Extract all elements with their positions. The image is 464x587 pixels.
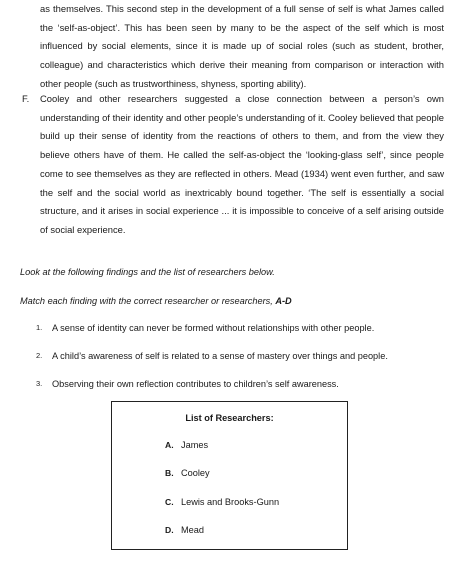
researcher-option bbox=[165, 439, 208, 451]
option-name: Mead bbox=[181, 525, 204, 535]
researchers-list-title: List of Researchers: bbox=[185, 413, 274, 423]
instruction-line-2 bbox=[20, 295, 292, 307]
researcher-option bbox=[165, 467, 210, 479]
question-number: 3. bbox=[36, 379, 43, 388]
question-number: 2. bbox=[36, 351, 43, 360]
option-name: Cooley bbox=[181, 468, 210, 478]
paragraph-f-letter: F. bbox=[22, 93, 30, 104]
option-letter: C. bbox=[165, 497, 174, 507]
researcher-option bbox=[165, 496, 279, 508]
option-letter: D. bbox=[165, 525, 174, 535]
instruction-range: A-D bbox=[275, 296, 292, 306]
researchers-list-box bbox=[111, 401, 348, 550]
passage-paragraph-f: Cooley and other researchers suggested a close connection between a person’s own understanding of their identity and other people’s understanding of it. Cooley believed that people build up their sense of identity from the reactions of others to them, and from the view they believe others have of them. He called the self-as-object the ‘looking-glass self’, since people come to see themselves as they are reflected in others. Mead (1934) went even further, and saw the self and the social world as inextricably bound together. ‘The self is essentially a social structure, and it arises in social experience ... it is impossible to conceive of a self arising outside of social experience. bbox=[40, 93, 444, 235]
question-text: A child’s awareness of self is related to a sense of mastery over things and people. bbox=[52, 351, 388, 361]
option-name: James bbox=[181, 440, 209, 450]
instruction-line-1: Look at the following findings and the list of researchers below. bbox=[20, 267, 275, 277]
option-letter: A. bbox=[165, 440, 174, 450]
passage-paragraph-e-continued: as themselves. This second step in the development of a full sense of self is what James called the ‘self-as-object’. This has been seen by many to be the aspect of the self which is most influenced by social elements, since it is made up of social roles (such as student, brother, colleague) and characteristics which derive their meaning from comparison or interaction with other people (such as trustworthiness, shyness, sporting ability). bbox=[40, 3, 444, 89]
instruction-line-2-text: Match each finding with the correct researcher or researchers, bbox=[20, 296, 276, 306]
question-text: A sense of identity can never be formed without relationships with other people. bbox=[52, 323, 375, 333]
researcher-option bbox=[165, 524, 204, 536]
option-name: Lewis and Brooks-Gunn bbox=[181, 497, 280, 507]
option-letter: B. bbox=[165, 468, 174, 478]
question-text: Observing their own reflection contributes to children’s self awareness. bbox=[52, 379, 339, 389]
question-number: 1. bbox=[36, 323, 43, 332]
